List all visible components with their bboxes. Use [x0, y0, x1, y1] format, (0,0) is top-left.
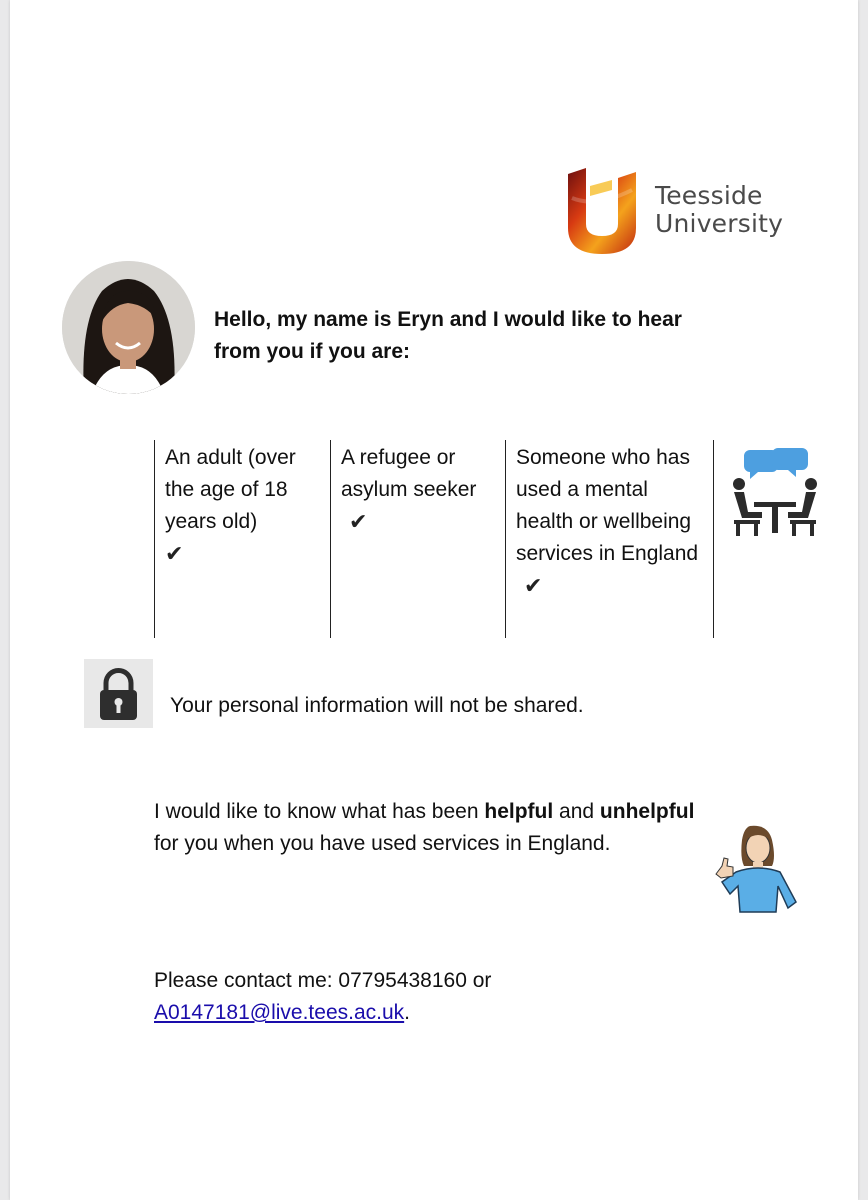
lock-icon-box — [84, 659, 153, 728]
feedback-part-2: and — [553, 800, 600, 823]
checkmark-icon: ✔ — [165, 541, 184, 566]
meeting-icon — [728, 446, 822, 538]
contact-suffix: . — [404, 1001, 410, 1024]
email-link[interactable]: A0147181@live.tees.ac.uk — [154, 1001, 405, 1024]
criteria-services — [506, 440, 714, 638]
feedback-text — [154, 796, 714, 860]
feedback-unhelpful: unhelpful — [599, 800, 695, 823]
lock-icon — [84, 659, 153, 728]
feedback-helpful: helpful — [484, 800, 554, 823]
criteria-adult-text: An adult (over the age of 18 years old) — [165, 446, 296, 533]
intro-text: Hello, my name is Eryn and I would like to hear from you if you are: — [214, 308, 682, 363]
feedback-part-3: for you when you have used services in England. — [154, 832, 611, 855]
criteria-services-text: Someone who has used a mental health or wellbeing services in England — [516, 446, 699, 565]
avatar — [62, 261, 195, 394]
criteria-table — [154, 440, 714, 638]
privacy-text: Your personal information will not be shared. — [170, 694, 584, 717]
contact-text — [154, 965, 714, 1029]
avatar-photo — [62, 261, 195, 394]
contact-prefix: Please contact me: 07795438160 or — [154, 969, 492, 992]
checkmark-icon: ✔ — [524, 573, 543, 598]
logo-line-2: University — [655, 209, 784, 238]
criteria-adult — [155, 440, 331, 638]
logo-line-1: Teesside — [655, 181, 763, 210]
university-wordmark — [655, 182, 783, 238]
checkmark-icon: ✔ — [349, 509, 368, 534]
feedback-part-1: I would like to know what has been — [154, 800, 485, 823]
thumbs-up-person-icon — [710, 822, 806, 914]
criteria-refugee — [331, 440, 506, 638]
teesside-u-icon — [568, 168, 636, 254]
criteria-refugee-text: A refugee or asylum seeker — [341, 446, 477, 501]
